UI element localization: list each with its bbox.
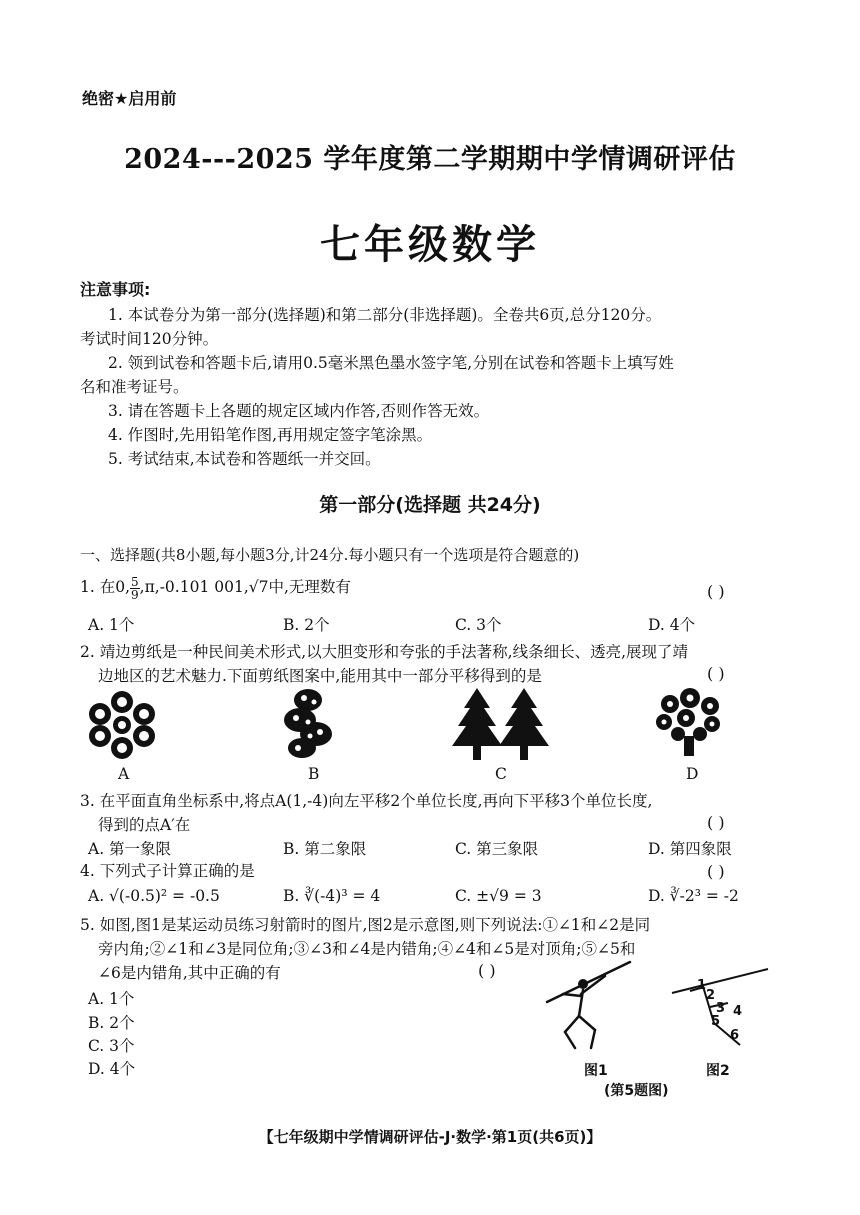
question-5-line1: 5. 如图,图1是某运动员练习射箭时的图片,图2是示意图,则下列说法:①∠1和∠2是同: [80, 916, 651, 934]
question-3-line2: 得到的点A′在: [98, 816, 191, 834]
subject-title: 七年级数学: [320, 222, 540, 268]
question-3-line1: 3. 在平面直角坐标系中,将点A(1,-4)向左平移2个单位长度,再向下平移3个单位长度,: [80, 792, 653, 810]
figure-1-label: 图1: [584, 1063, 608, 1079]
fraction-5-9: $\frac{5}{9}$: [131, 574, 139, 602]
option-a: A. 1个: [88, 990, 135, 1008]
note-item: 考试时间120分钟。: [80, 330, 219, 348]
answer-paren: ( ): [707, 582, 725, 601]
question-1-stem: 1. 在0, $\frac{5}{9}$ ,π,-0.101 001,√7中,无理数有: [80, 574, 351, 602]
confidential-label: 绝密★启用前: [82, 89, 177, 108]
page-footer: 【七年级期中学情调研评估-J·数学·第1页(共6页)】: [258, 1128, 602, 1146]
note-item: 名和准考证号。: [80, 378, 189, 396]
option-c: C. 3个: [88, 1037, 135, 1055]
figure-caption: (第5题图): [604, 1083, 669, 1099]
notes-heading: 注意事项:: [80, 280, 151, 299]
answer-paren: ( ): [707, 862, 725, 881]
question-4-stem: 4. 下列式子计算正确的是: [80, 862, 255, 880]
question-5-line3: ∠6是内错角,其中正确的有: [98, 964, 281, 982]
angle-label-5: 5: [711, 1014, 721, 1029]
option-a: A. 1个: [88, 616, 135, 634]
answer-paren: ( ): [707, 664, 725, 683]
note-item: 4. 作图时,先用铅笔作图,再用规定签字笔涂黑。: [108, 426, 433, 444]
note-item: 3. 请在答题卡上各题的规定区域内作答,否则作答无效。: [108, 402, 490, 420]
figure-label-a: A: [118, 765, 130, 783]
angle-label-1: 1: [697, 978, 707, 993]
option-a: A. √(-0.5)² = -0.5: [88, 887, 220, 905]
angle-label-2: 2: [706, 988, 716, 1003]
option-b: B. 第二象限: [283, 840, 367, 858]
option-d: D. ∛-2³ = -2: [648, 887, 739, 905]
note-item: 2. 领到试卷和答题卡后,请用0.5毫米黑色墨水签字笔,分别在试卷和答题卡上填写姓: [108, 354, 674, 372]
option-c: C. 第三象限: [455, 840, 539, 858]
papercut-b-image: [278, 688, 338, 760]
option-d: D. 4个: [648, 616, 696, 634]
exam-title: 2024---2025 学年度第二学期期中学情调研评估: [124, 144, 736, 175]
option-c: C. 3个: [455, 616, 502, 634]
option-c: C. ±√9 = 3: [455, 887, 542, 905]
answer-paren: ( ): [707, 813, 725, 832]
angle-label-4: 4: [733, 1004, 743, 1019]
option-d: D. 第四象限: [648, 840, 732, 858]
question-2-line1: 2. 靖边剪纸是一种民间美术形式,以大胆变形和夸张的手法著称,线条细长、透亮,展现了靖: [80, 643, 688, 661]
figure-label-b: B: [308, 765, 320, 783]
question-5-line2: 旁内角;②∠1和∠3是同位角;③∠3和∠4是内错角;④∠4和∠5是对顶角;⑤∠5和: [98, 940, 636, 958]
answer-paren: ( ): [478, 961, 496, 980]
section-heading: 一、选择题(共8小题,每小题3分,计24分.每小题只有一个选项是符合题意的): [80, 546, 580, 564]
option-d: D. 4个: [88, 1060, 136, 1078]
note-item: 5. 考试结束,本试卷和答题纸一并交回。: [108, 450, 381, 468]
angle-label-3: 3: [716, 1001, 726, 1016]
angle-label-6: 6: [730, 1028, 740, 1043]
part1-title: 第一部分(选择题 共24分): [319, 494, 541, 516]
question-2-line2: 边地区的艺术魅力.下面剪纸图案中,能用其中一部分平移得到的是: [98, 667, 542, 685]
papercut-c-image: [452, 688, 552, 760]
option-a: A. 第一象限: [88, 840, 172, 858]
note-item: 1. 本试卷分为第一部分(选择题)和第二部分(非选择题)。全卷共6页,总分120分。: [108, 306, 662, 324]
figure-2-label: 图2: [706, 1063, 730, 1079]
papercut-a-image: [85, 690, 160, 760]
figure-label-d: D: [686, 765, 699, 783]
athlete-figure-image: [545, 960, 635, 1055]
papercut-d-image: [650, 688, 728, 758]
option-b: B. ∛(-4)³ = 4: [283, 887, 381, 905]
option-b: B. 2个: [283, 616, 330, 634]
option-b: B. 2个: [88, 1014, 135, 1032]
figure-label-c: C: [495, 765, 507, 783]
